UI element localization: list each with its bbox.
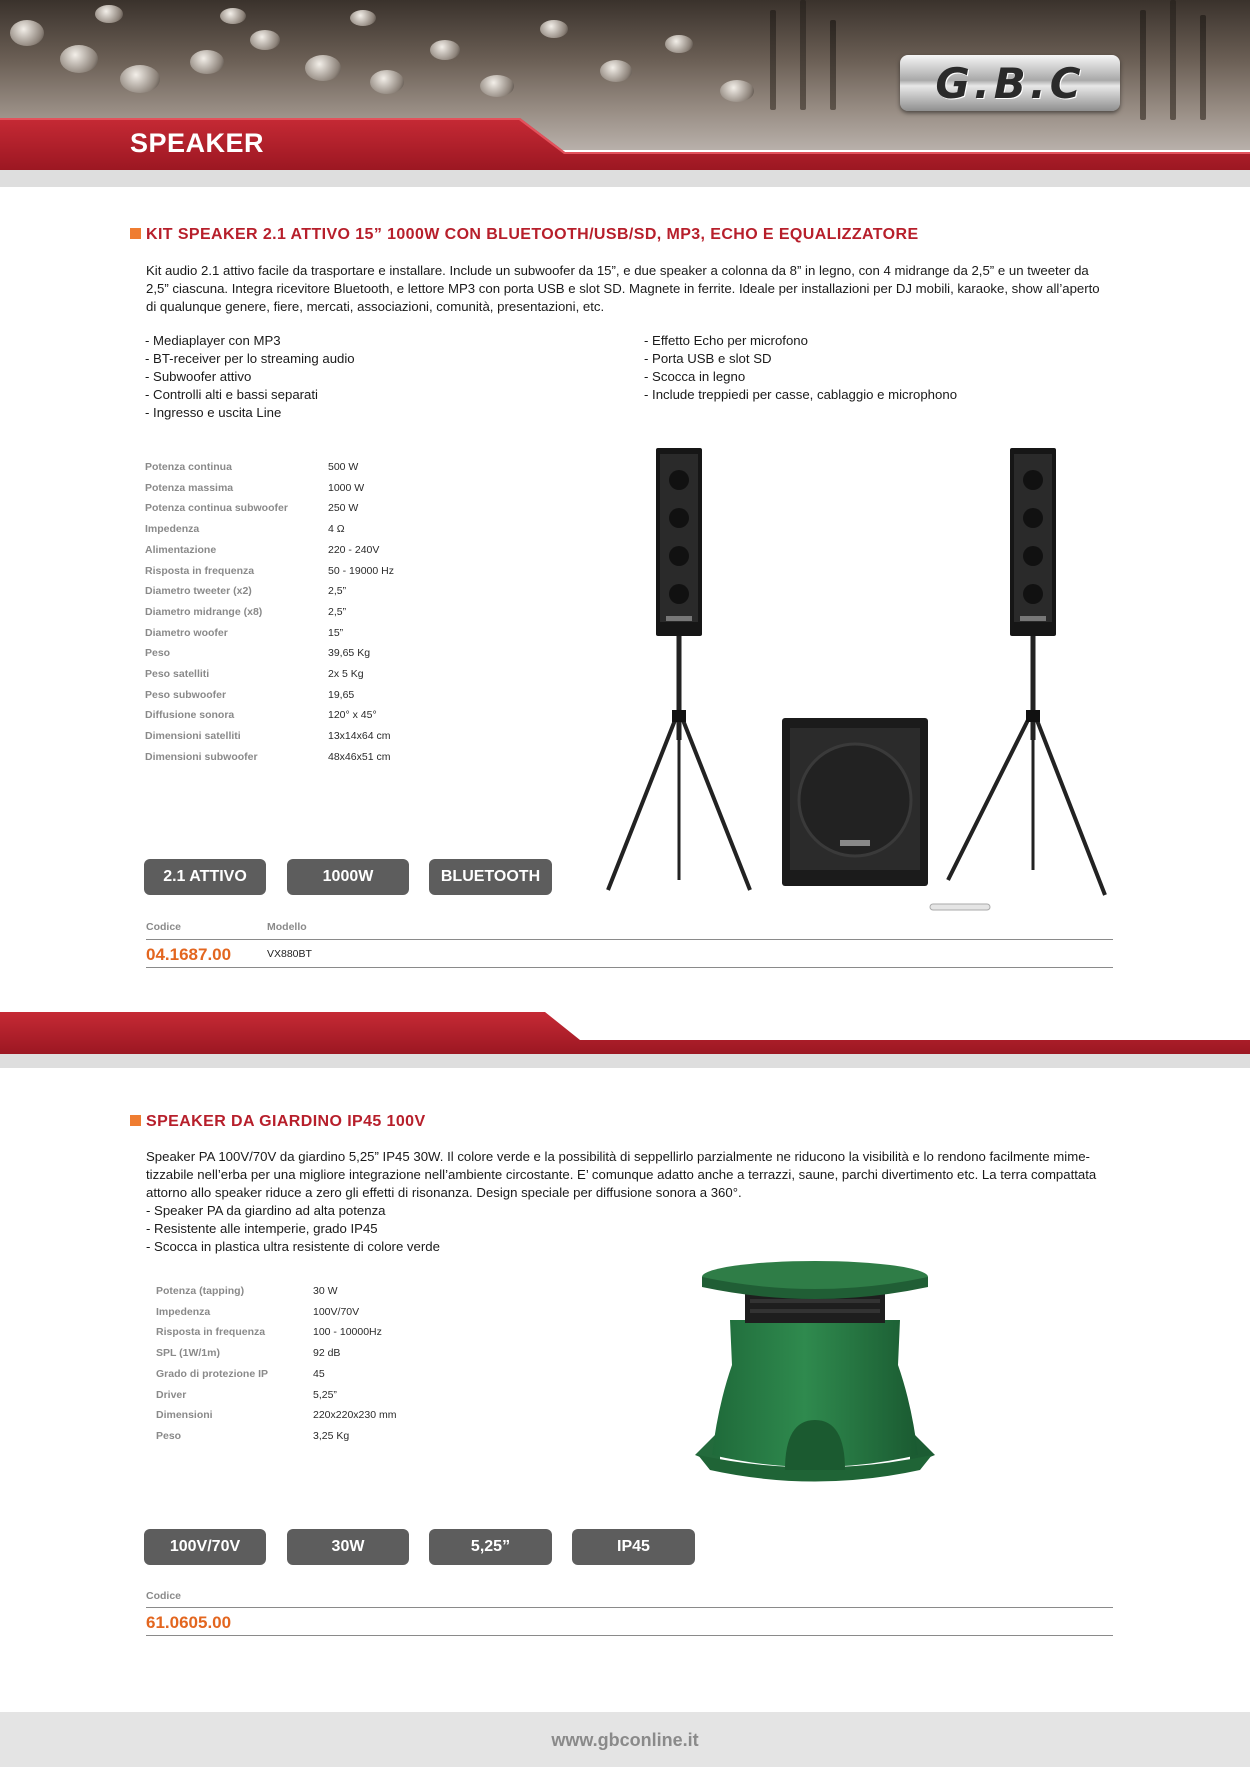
spec-key: Potenza massima — [145, 481, 234, 494]
spec-key: Potenza (tapping) — [156, 1285, 245, 1297]
feature-item: - Subwoofer attivo — [145, 369, 252, 384]
model-label: Modello — [267, 921, 307, 933]
garden-speaker-image — [690, 1255, 940, 1485]
feature-item: - Controlli alti e bassi separati — [145, 387, 318, 402]
spec-key: Potenza continua subwoofer — [145, 502, 288, 515]
feature-item: - Resistente alle intemperie, grado IP45 — [146, 1221, 378, 1236]
left-column-speaker — [608, 448, 750, 890]
feature-item: - Porta USB e slot SD — [644, 351, 772, 366]
spec-key: Dimensioni satelliti — [145, 730, 241, 743]
divider — [146, 939, 1113, 940]
spec-value: 48x46x51 cm — [328, 750, 391, 763]
spec-value: 13x14x64 cm — [328, 730, 391, 743]
code-label: Codice — [146, 1590, 182, 1602]
spec-key: Diametro woofer — [145, 626, 228, 639]
badge-power: 30W — [287, 1529, 409, 1565]
product1-code: 04.1687.00 — [146, 945, 232, 964]
logo-text: G.B.C — [935, 58, 1085, 108]
spec-value: 4 Ω — [328, 523, 345, 536]
product1-features-left — [145, 332, 355, 422]
product1-description — [146, 262, 1126, 316]
product1-title: KIT SPEAKER 2.1 ATTIVO 15” 1000W CON BLUETOOTH/USB/SD, MP3, ECHO E EQUALIZZATORE — [146, 226, 919, 243]
spec-key: Peso — [156, 1429, 182, 1442]
feature-item: - Scocca in plastica ultra resistente di colore verde — [146, 1239, 440, 1254]
desc-line: Speaker PA 100V/70V da giardino 5,25” IP45 30W. Il colore verde e la possibilità di seppellirlo parzialmente ne riducono la visibilità e lo rendono facilmente mime- — [146, 1149, 1090, 1164]
product2-spec-table — [156, 1285, 456, 1455]
product2-code: 61.0605.00 — [146, 1613, 232, 1632]
spec-key: Risposta in frequenza — [145, 564, 255, 577]
spec-value: 50 - 19000 Hz — [328, 564, 394, 577]
badge-ip-rating: IP45 — [572, 1529, 695, 1565]
spec-value: 39,65 Kg — [328, 647, 371, 660]
feature-item: - Ingresso e uscita Line — [145, 405, 282, 420]
divider — [146, 1607, 1113, 1608]
title-square-icon — [130, 1115, 141, 1126]
desc-line: attorno allo speaker riduce a zero gli effetti di risonanza. Design speciale per diffusione sonora a 360°. — [146, 1185, 742, 1200]
remote-control — [930, 904, 990, 910]
spec-key: Alimentazione — [145, 543, 217, 556]
feature-item: - BT-receiver per lo streaming audio — [145, 351, 355, 366]
spec-key: Dimensioni subwoofer — [145, 750, 258, 763]
website-link[interactable]: www.gbconline.it — [551, 1730, 699, 1750]
feature-item: - Include treppiedi per casse, cablaggio e microphono — [644, 387, 958, 402]
spec-key: SPL (1W/1m) — [156, 1347, 220, 1360]
product2-title: SPEAKER DA GIARDINO IP45 100V — [146, 1113, 426, 1130]
spec-key: Diffusione sonora — [145, 709, 235, 722]
spec-value: 92 dB — [313, 1347, 341, 1360]
desc-line: 2,5” ciascuna. Integra ricevitore Bluetooth, e lettore MP3 con porta USB e slot SD. Magnete in ferrite. Ideale per installazioni per DJ mobili, karaoke, show all’aperto — [146, 281, 1100, 296]
spec-value: 5,25” — [313, 1388, 337, 1401]
product2-description — [146, 1148, 1126, 1256]
title-square-icon — [130, 228, 141, 239]
spec-key: Peso satelliti — [145, 668, 210, 680]
spec-value: 19,65 — [328, 688, 355, 701]
spec-value: 220x220x230 mm — [313, 1409, 397, 1422]
spec-key: Peso — [145, 647, 171, 660]
badge-voltage: 100V/70V — [144, 1529, 266, 1565]
spec-value: 120° x 45° — [328, 709, 377, 722]
desc-line: tizzabile nell’erba per una migliore integrazione nell’ambiente circostante. E’ comunque adatto anche a terrazzi, saune, parchi divertimento etc. La terra compattata — [146, 1167, 1097, 1182]
feature-item: - Speaker PA da giardino ad alta potenza — [146, 1203, 386, 1218]
product1-title-row — [130, 226, 919, 244]
badge-active: 2.1 ATTIVO — [144, 859, 266, 895]
speaker-kit-image — [600, 440, 1120, 920]
feature-item: - Scocca in legno — [644, 369, 746, 384]
subwoofer — [782, 718, 928, 886]
badge-bluetooth: BLUETOOTH — [429, 859, 552, 895]
spec-value: 45 — [313, 1367, 325, 1380]
header-grey-band — [0, 170, 1250, 187]
badge-driver: 5,25” — [429, 1529, 552, 1565]
divider — [146, 1635, 1113, 1636]
spec-key: Peso subwoofer — [145, 688, 227, 701]
spec-key: Diametro tweeter (x2) — [145, 585, 252, 598]
page-title: SPEAKER — [130, 128, 265, 158]
spec-value: 220 - 240V — [328, 543, 380, 556]
spec-key: Grado di protezione IP — [156, 1367, 269, 1380]
spec-key: Potenza continua — [145, 461, 232, 473]
desc-line: di qualunque genere, fiere, mercati, associazioni, comunità, presentazioni, etc. — [146, 299, 605, 314]
spec-value: 100V/70V — [313, 1305, 360, 1318]
divider — [146, 967, 1113, 968]
spec-value: 250 W — [328, 502, 359, 515]
spec-key: Impedenza — [145, 523, 200, 536]
spec-value: 500 W — [328, 461, 359, 473]
badge-power: 1000W — [287, 859, 409, 895]
right-column-speaker — [948, 448, 1105, 895]
feature-item: - Mediaplayer con MP3 — [145, 333, 281, 348]
spec-key: Dimensioni — [156, 1409, 213, 1422]
desc-line: Kit audio 2.1 attivo facile da trasportare e installare. Include un subwoofer da 15”, e due speaker a colonna da 8” in legno, con 4 midrange da 2,5” e un tweeter da — [146, 263, 1089, 278]
section-divider-band — [0, 1012, 1250, 1068]
spec-key: Diametro midrange (x8) — [145, 605, 263, 618]
feature-item: - Effetto Echo per microfono — [644, 333, 808, 348]
spec-key: Impedenza — [156, 1305, 211, 1318]
gbc-logo — [900, 55, 1120, 111]
spec-value: 100 - 10000Hz — [313, 1326, 382, 1339]
spec-value: 3,25 Kg — [313, 1429, 350, 1442]
code-label: Codice — [146, 921, 182, 933]
product1-spec-table — [145, 461, 465, 771]
spec-value: 2,5” — [328, 605, 347, 618]
spec-key: Risposta in frequenza — [156, 1326, 266, 1339]
spec-value: 1000 W — [328, 481, 365, 494]
spec-value: 15” — [328, 626, 344, 639]
product1-features-right — [644, 332, 957, 404]
spec-key: Driver — [156, 1388, 187, 1401]
spec-value: 2,5” — [328, 585, 347, 598]
spec-value: 30 W — [313, 1285, 338, 1297]
spec-value: 2x 5 Kg — [328, 668, 364, 680]
product2-title-row — [130, 1113, 426, 1131]
product1-model: VX880BT — [267, 948, 312, 960]
